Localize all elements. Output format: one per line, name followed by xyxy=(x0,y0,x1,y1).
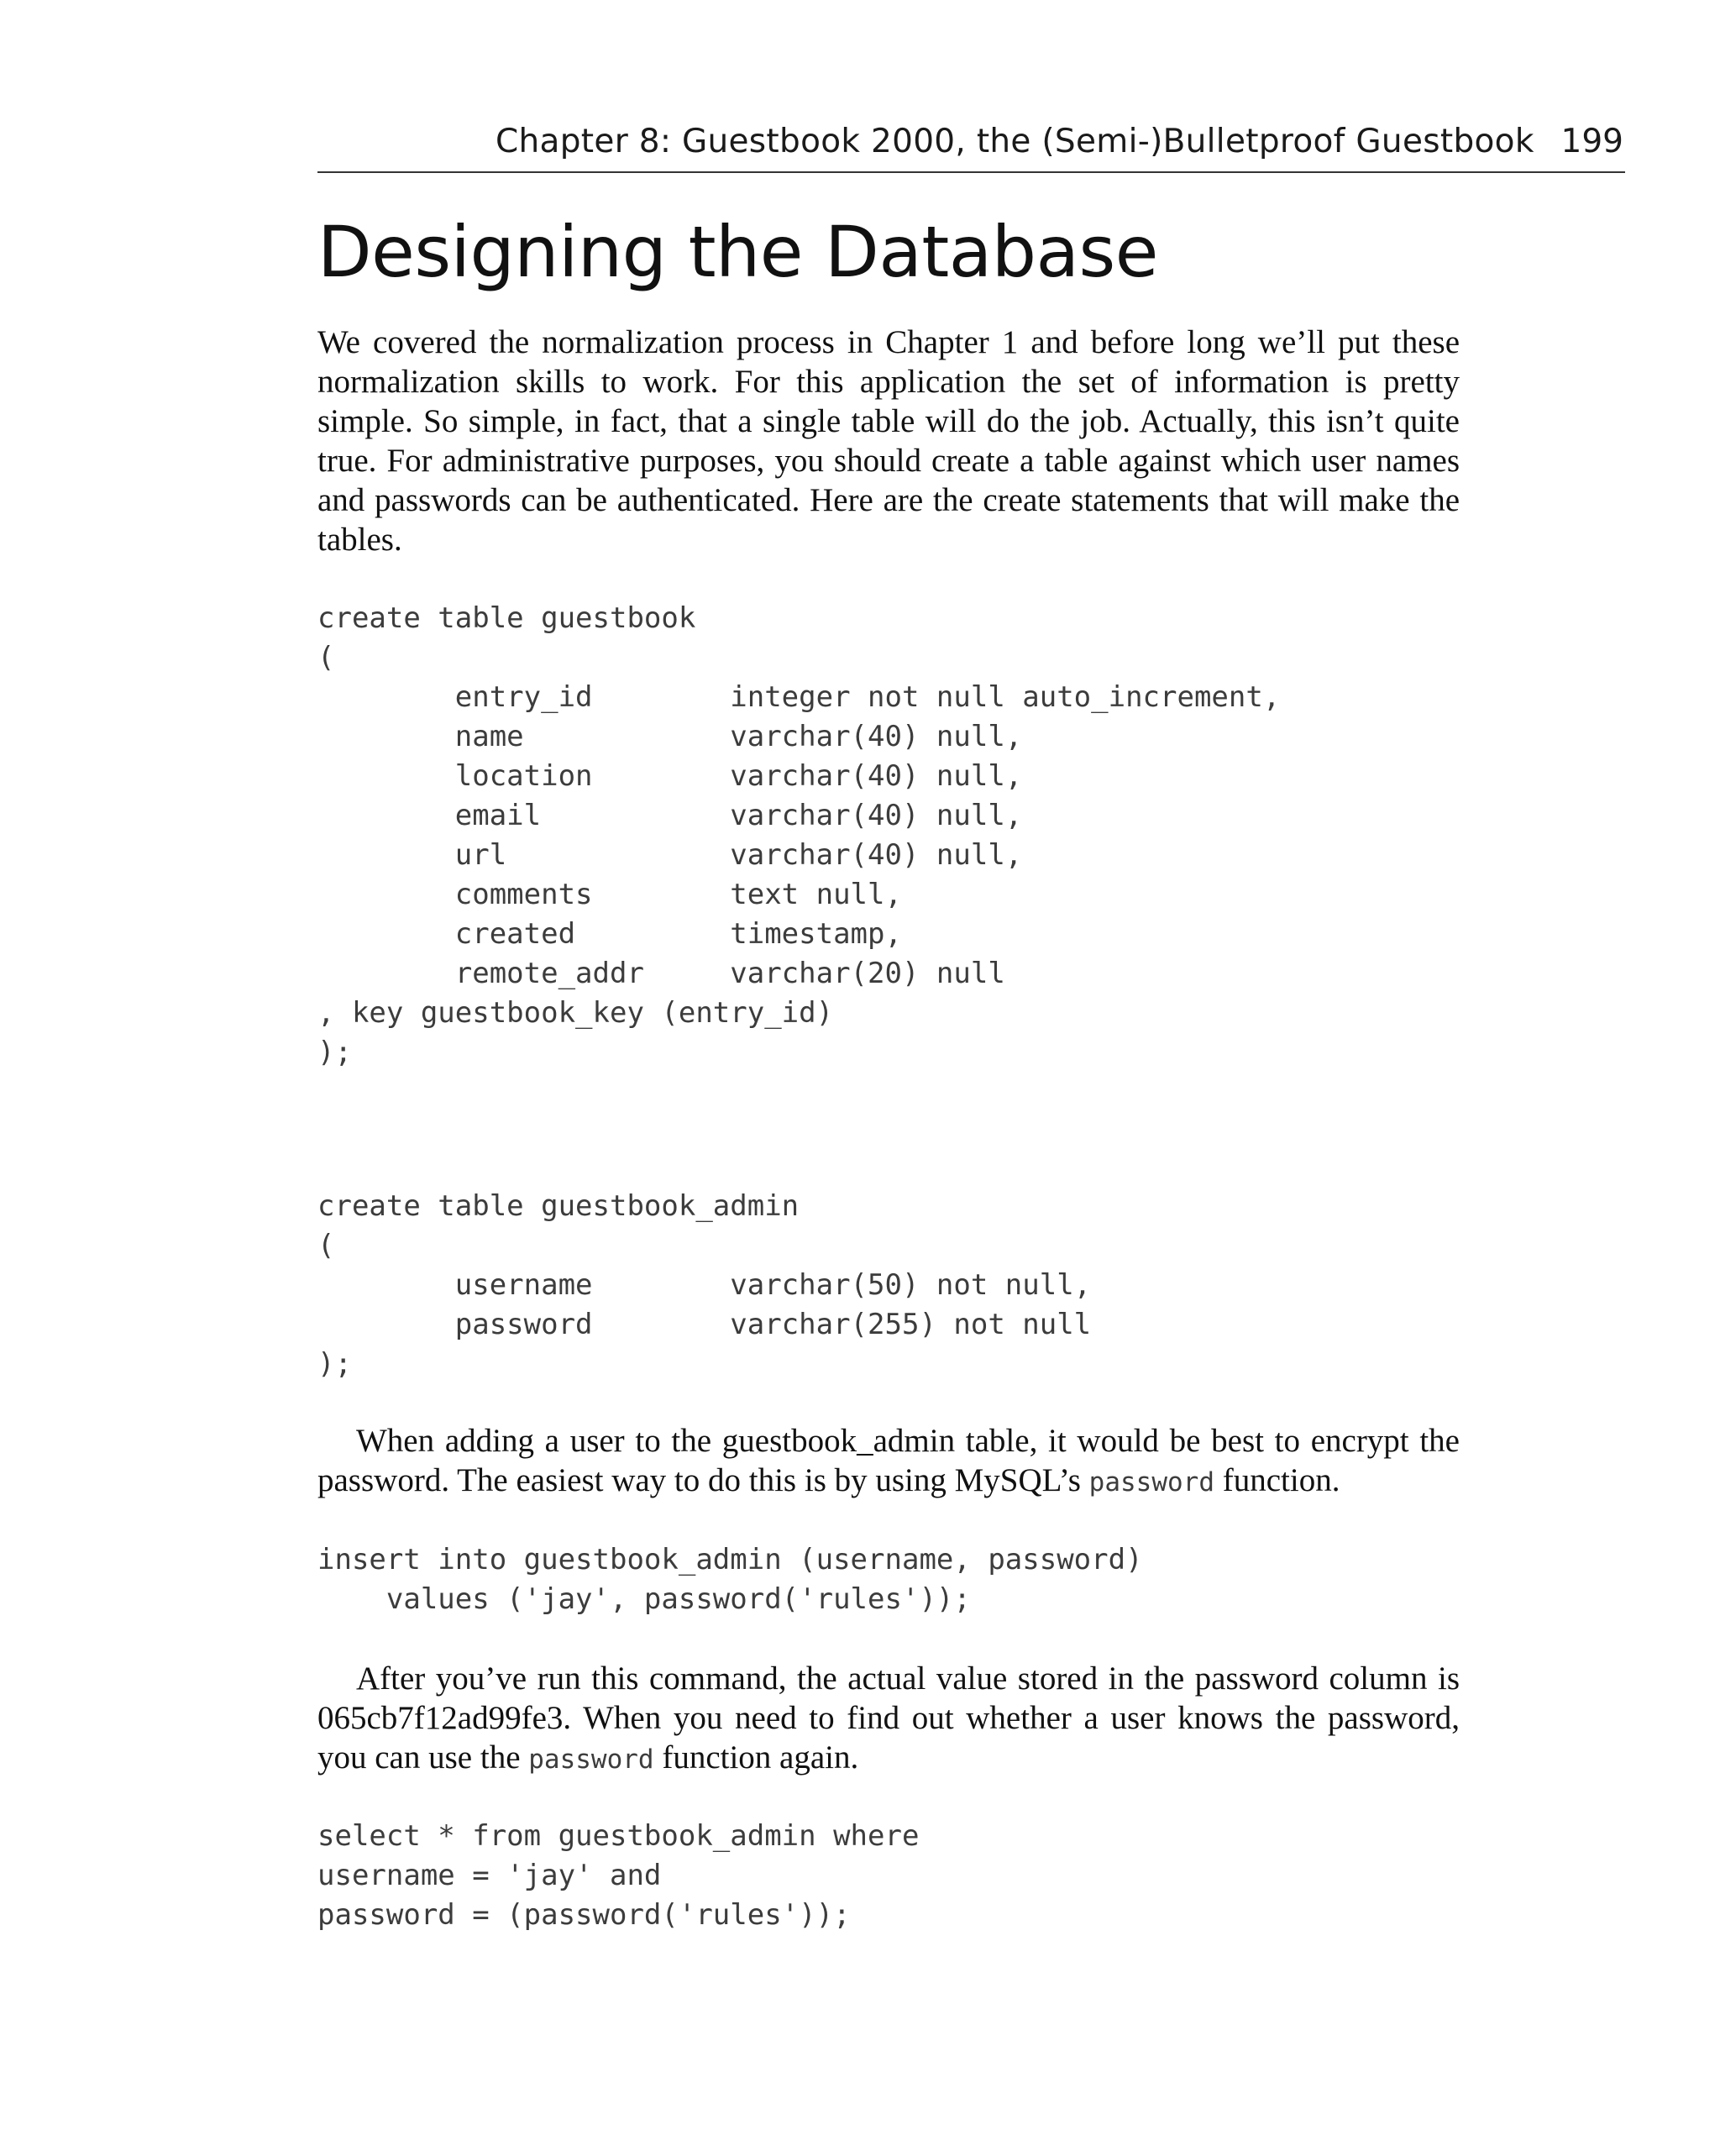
chapter-title: Chapter 8: Guestbook 2000, the (Semi-)Bulletproof Guestbook xyxy=(496,123,1534,160)
paragraph-text: After you’ve run this command, the actual value stored in the password column is 065cb7f12ad99fe3. When you need to find out whether a user knows the password, you can use the xyxy=(317,1660,1460,1776)
paragraph-text: function. xyxy=(1214,1462,1340,1498)
code-block-insert: insert into guestbook_admin (username, password) values ('jay', password('rules')); xyxy=(317,1543,1143,1616)
section-heading: Designing the Database xyxy=(317,211,1158,293)
paragraph-text: function again. xyxy=(653,1739,859,1776)
paragraph-encrypt-password xyxy=(317,1421,1460,1503)
page-number: 199 xyxy=(1560,123,1623,160)
inline-code-password: password xyxy=(528,1744,654,1775)
inline-code-password: password xyxy=(1088,1467,1214,1498)
code-block-create-guestbook-admin: create table guestbook_admin ( username varchar(50) not null, password varchar(255) not null ); xyxy=(317,1189,1092,1381)
code-block-select: select * from guestbook_admin where username = 'jay' and password = (password('rules')); xyxy=(317,1819,920,1932)
intro-paragraph: We covered the normalization process in Chapter 1 and before long we’ll put these normalization skills to work. For this application the set of information is pretty simple. So simple, in fact, that a single table will do the job. Actually, this isn’t quite true. For administrative purposes, you should create a table against which user names and passwords can be authenticated. Here are the create statements that will make the tables. xyxy=(317,324,1460,558)
code-block-create-guestbook: create table guestbook ( entry_id integer not null auto_increment, name varchar(40) null, location varchar(40) null, email varchar(40) null, url varchar(40) null, comments text null, created timestamp, remote_addr varchar(20) null , key guestbook_key (entry_id) ); xyxy=(317,601,1281,1069)
paragraph-stored-value xyxy=(317,1659,1460,1780)
paragraph-text: When adding a user to the guestbook_admin table, it would be best to encrypt the password. The easiest way to do this is by using MySQL’s xyxy=(317,1423,1460,1498)
running-header xyxy=(317,116,1625,173)
